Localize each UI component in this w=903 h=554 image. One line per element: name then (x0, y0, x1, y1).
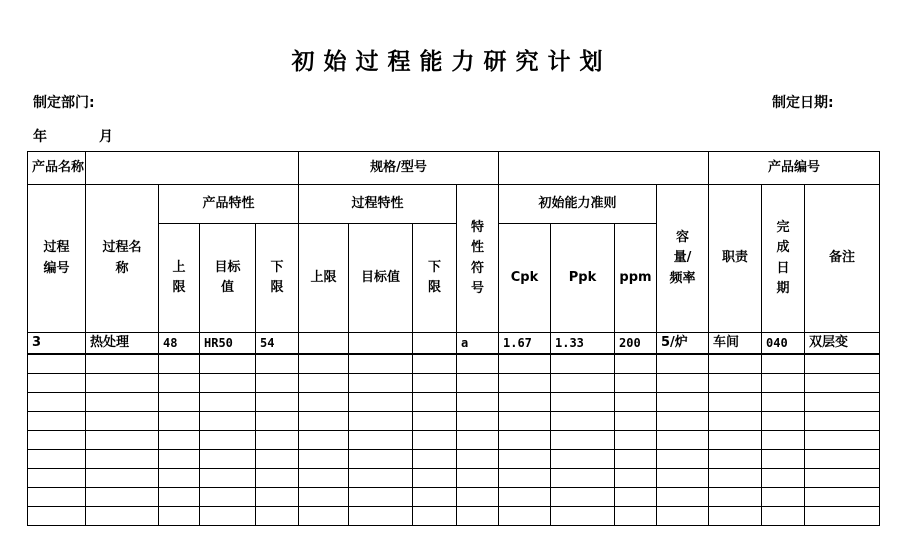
header-row-1 (28, 185, 880, 224)
year-month-line (33, 126, 113, 146)
process-char-header: 过程特性 (299, 185, 457, 224)
table-row (28, 374, 880, 393)
cell-ppm[interactable]: 200 (615, 333, 657, 355)
table-row (28, 431, 880, 450)
cell-process-name[interactable]: 热处理 (86, 333, 159, 355)
cell-upper[interactable]: 48 (159, 333, 200, 355)
year-label: 年 (33, 129, 47, 145)
proc-target-value-header: 目标值 (349, 224, 413, 333)
proc-lower-limit-header: 下限 (413, 224, 457, 333)
table-row (28, 412, 880, 431)
cell-cpk[interactable]: 1.67 (499, 333, 551, 355)
month-label: 月 (99, 129, 113, 145)
ppm-header: ppm (615, 224, 657, 333)
cell-target[interactable]: HR50 (200, 333, 256, 355)
cell-proc-upper[interactable] (299, 333, 349, 355)
table-row (28, 450, 880, 469)
cell-proc-target[interactable] (349, 333, 413, 355)
upper-limit-header: 上限 (159, 224, 200, 333)
spec-model-field[interactable] (499, 152, 709, 185)
char-symbol-header: 特性符号 (457, 185, 499, 333)
product-char-header: 产品特性 (159, 185, 299, 224)
page-title: 初始过程能力研究计划 (291, 49, 612, 75)
cell-remarks[interactable]: 双层变 (805, 333, 880, 355)
cell-process-no[interactable]: 3 (28, 333, 86, 355)
remarks-header: 备注 (805, 185, 880, 333)
product-name-label: 产品名称 (28, 152, 86, 185)
table-row (28, 488, 880, 507)
cell-responsibility[interactable]: 车间 (709, 333, 762, 355)
cell-lower[interactable]: 54 (256, 333, 299, 355)
completion-date-header: 完成日期 (762, 185, 805, 333)
proc-upper-limit-header: 上限 (299, 224, 349, 333)
spec-model-label: 规格/型号 (299, 152, 499, 185)
target-value-header: 目标值 (200, 224, 256, 333)
process-no-header: 过程编号 (28, 185, 86, 333)
product-no-label: 产品编号 (709, 152, 880, 185)
responsibility-header: 职责 (709, 185, 762, 333)
table-row (28, 393, 880, 412)
cell-proc-lower[interactable] (413, 333, 457, 355)
initial-capability-header: 初始能力准则 (499, 185, 657, 224)
table-row (28, 354, 880, 374)
capability-plan-table (27, 151, 880, 526)
product-info-row (28, 152, 880, 185)
product-name-field[interactable] (86, 152, 299, 185)
ppk-header: Ppk (551, 224, 615, 333)
capacity-freq-header: 容量/频率 (657, 185, 709, 333)
dept-label: 制定部门: (33, 95, 95, 111)
date-label: 制定日期: (772, 95, 834, 111)
cpk-header: Cpk (499, 224, 551, 333)
table-row (28, 333, 880, 355)
cell-capacity[interactable]: 5/炉 (657, 333, 709, 355)
lower-limit-header: 下限 (256, 224, 299, 333)
cell-ppk[interactable]: 1.33 (551, 333, 615, 355)
table-row (28, 469, 880, 488)
cell-symbol[interactable]: a (457, 333, 499, 355)
process-name-header: 过程名称 (86, 185, 159, 333)
table-row (28, 507, 880, 526)
cell-completion[interactable]: 040 (762, 333, 805, 355)
